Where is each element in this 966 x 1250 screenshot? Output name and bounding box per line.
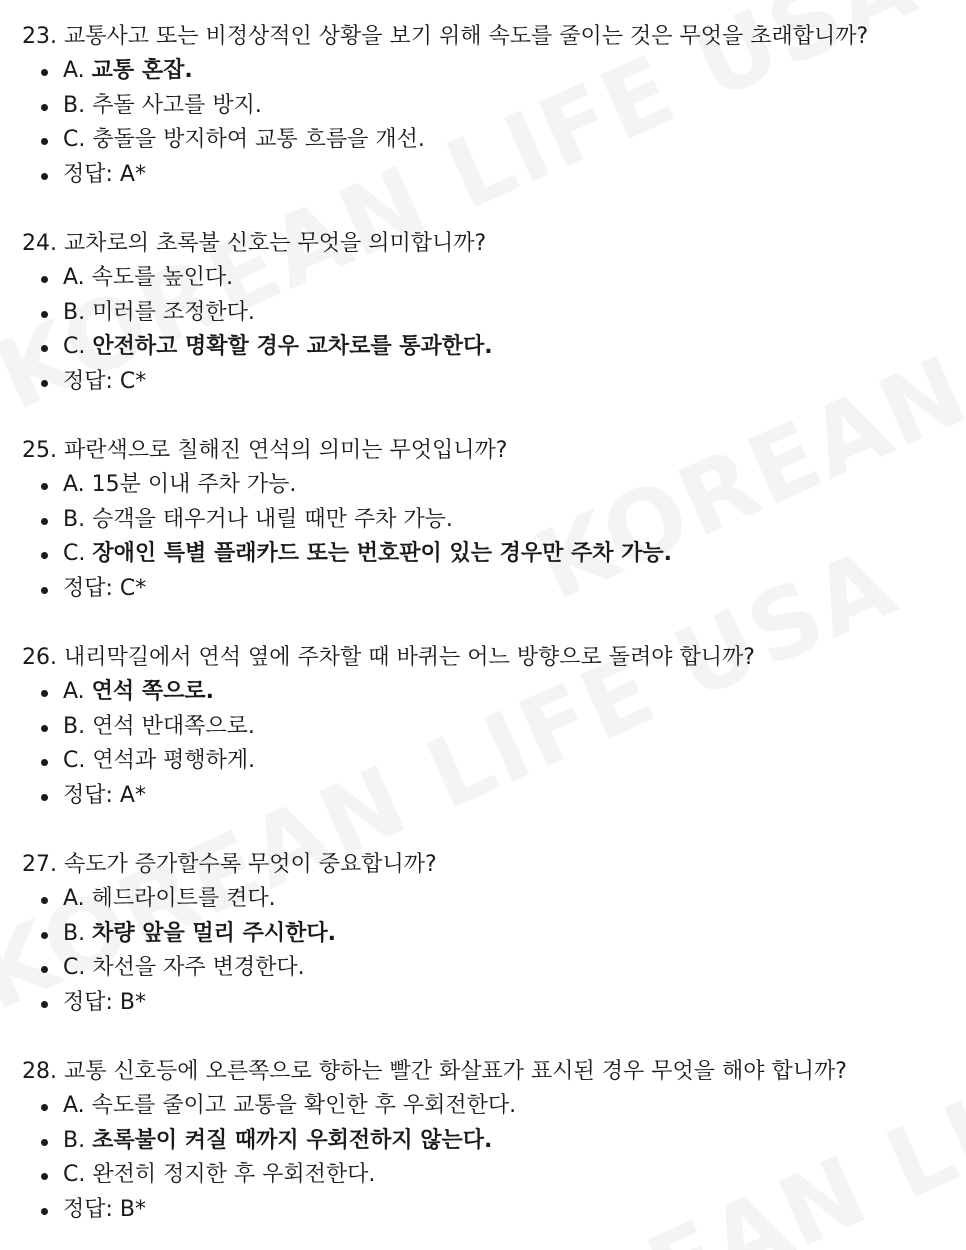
choice-item [22, 710, 966, 745]
answer-text: 정답: A* [63, 782, 146, 808]
choice-prefix: C. [63, 955, 93, 980]
choice-prefix: B. [63, 92, 93, 118]
choice-prefix: B. [63, 1127, 93, 1153]
choice-text: 헤드라이트를 켠다. [91, 886, 276, 911]
question-block [22, 1055, 966, 1227]
choice-text: 연석과 평행하게. [92, 748, 256, 773]
choice-item [22, 123, 966, 158]
question-text: 27. 속도가 증가할수록 무엇이 중요합니까? [22, 852, 437, 877]
choice-prefix: A. [63, 679, 92, 704]
choice-item [22, 882, 966, 917]
choice-list [22, 468, 966, 606]
choice-list [22, 675, 966, 813]
choice-item [22, 468, 966, 503]
choice-text: 연석 쪽으로. [91, 679, 214, 704]
choice-list [22, 882, 966, 1020]
answer-text: 정답: B* [63, 1196, 147, 1222]
choice-text: 속도를 줄이고 교통을 확인한 후 우회전한다. [91, 1093, 517, 1118]
question-text: 25. 파란색으로 칠해진 연석의 의미는 무엇입니까? [22, 438, 508, 463]
question-block [22, 20, 966, 192]
choice-text: 교통 혼잡. [91, 58, 193, 83]
question-text: 26. 내리막길에서 연석 옆에 주차할 때 바퀴는 어느 방향으로 돌려야 합니까? [22, 645, 755, 670]
choice-prefix: C. [63, 748, 93, 773]
choice-text: 추돌 사고를 방지. [92, 92, 262, 118]
choice-text: 차량 앞을 멀리 주시한다. [92, 920, 336, 946]
choice-item [22, 1124, 966, 1159]
choice-text: 미러를 조정한다. [92, 299, 255, 325]
question-block [22, 434, 966, 606]
question-block [22, 848, 966, 1020]
choice-prefix: C. [63, 127, 93, 152]
answer-item [22, 779, 966, 814]
choice-item [22, 503, 966, 538]
answer-item [22, 572, 966, 607]
choice-item [22, 1158, 966, 1193]
answer-text: 정답: C* [63, 368, 147, 394]
choice-item [22, 917, 966, 952]
choice-text: 충돌을 방지하여 교통 흐름을 개선. [92, 127, 425, 152]
choice-text: 15분 이내 주차 가능. [91, 472, 297, 497]
question-block [22, 641, 966, 813]
choice-text: 속도를 높인다. [91, 265, 234, 290]
choice-prefix: A. [63, 1093, 92, 1118]
choice-item [22, 744, 966, 779]
choice-text: 장애인 특별 플래카드 또는 번호판이 있는 경우만 주차 가능. [92, 541, 673, 566]
choice-item [22, 54, 966, 89]
answer-item [22, 1193, 966, 1228]
choice-list [22, 1089, 966, 1227]
choice-text: 안전하고 명확할 경우 교차로를 통과한다. [92, 334, 493, 359]
choice-prefix: A. [63, 886, 92, 911]
choice-prefix: B. [63, 920, 93, 946]
choice-prefix: C. [63, 541, 93, 566]
choice-text: 완전히 정지한 후 우회전한다. [92, 1162, 376, 1187]
choice-text: 승객을 태우거나 내릴 때만 주차 가능. [92, 506, 453, 532]
choice-prefix: C. [63, 334, 93, 359]
choice-list [22, 54, 966, 192]
question-text: 24. 교차로의 초록불 신호는 무엇을 의미합니까? [22, 231, 487, 256]
choice-item [22, 1089, 966, 1124]
choice-prefix: B. [63, 299, 93, 325]
choice-item [22, 330, 966, 365]
choice-item [22, 89, 966, 124]
choice-prefix: B. [63, 713, 93, 739]
choice-text: 연석 반대쪽으로. [92, 713, 255, 739]
choice-item [22, 951, 966, 986]
choice-prefix: A. [63, 472, 92, 497]
choice-prefix: A. [63, 265, 92, 290]
choice-prefix: C. [63, 1162, 93, 1187]
choice-text: 차선을 자주 변경한다. [92, 955, 305, 980]
answer-item [22, 158, 966, 193]
choice-prefix: A. [63, 58, 92, 83]
answer-text: 정답: B* [63, 989, 147, 1015]
answer-item [22, 365, 966, 400]
question-text: 28. 교통 신호등에 오른쪽으로 향하는 빨간 화살표가 표시된 경우 무엇을 해야 합니까? [22, 1059, 847, 1084]
answer-text: 정답: A* [63, 161, 146, 187]
answer-text: 정답: C* [63, 575, 147, 601]
choice-prefix: B. [63, 506, 93, 532]
choice-text: 초록불이 켜질 때까지 우회전하지 않는다. [92, 1127, 493, 1153]
question-block [22, 227, 966, 399]
choice-item [22, 261, 966, 296]
choice-item [22, 675, 966, 710]
answer-item [22, 986, 966, 1021]
question-text: 23. 교통사고 또는 비정상적인 상황을 보기 위해 속도를 줄이는 것은 무엇을 초래합니까? [22, 24, 869, 49]
choice-item [22, 296, 966, 331]
choice-list [22, 261, 966, 399]
choice-item [22, 537, 966, 572]
